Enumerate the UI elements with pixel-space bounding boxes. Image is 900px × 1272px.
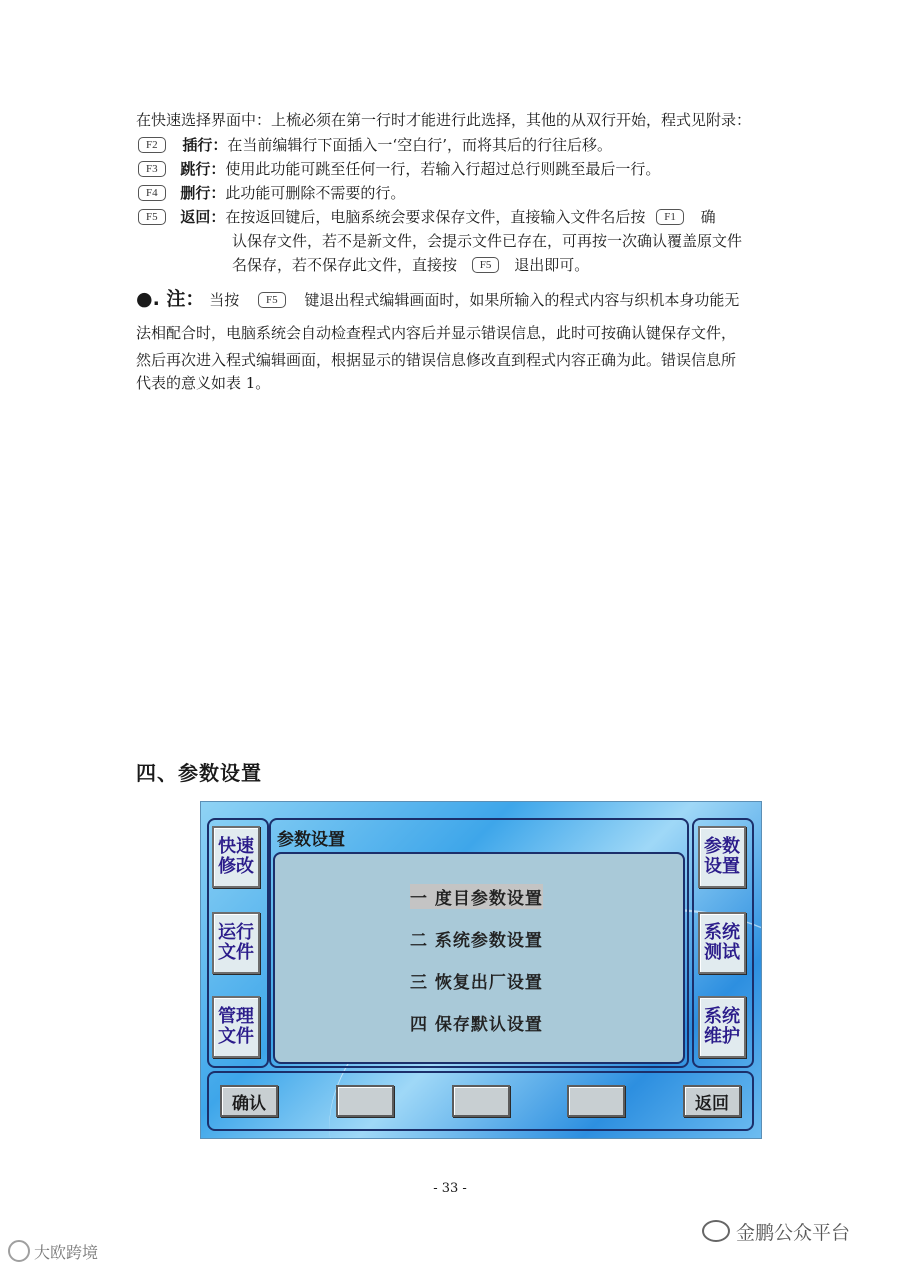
- f2-key: F2: [138, 137, 166, 153]
- term-return: 返回：: [180, 208, 226, 226]
- f1-key: F1: [656, 209, 684, 225]
- desc-insert: 在当前编辑行下面插入一‘空白行’，而将其后的行往后移。: [227, 136, 612, 154]
- f4-key: F4: [138, 185, 166, 201]
- quick-modify-button[interactable]: 快速 修改: [212, 826, 260, 888]
- intro-text: 在快速选择界面中：上梳必须在第一行时才能进行此选择，其他的从双行开始，程式见附录：: [136, 111, 752, 129]
- section-heading: 四、参数设置: [136, 761, 262, 785]
- system-test-button[interactable]: 系统 测试: [698, 912, 746, 974]
- watermark-right: [702, 1218, 850, 1245]
- note-f5-key: F5: [258, 292, 286, 308]
- menu-item-3[interactable]: 三 恢复出厂设置: [410, 973, 543, 993]
- system-maintenance-button[interactable]: 系统 维护: [698, 996, 746, 1058]
- f3-key: F3: [138, 161, 166, 177]
- desc-return-2: 认保存文件，若不是新文件，会提示文件已存在，可再按一次确认覆盖原文件: [232, 232, 743, 250]
- desc-return-3: [232, 255, 589, 275]
- watermark-right-text: 金鹏公众平台: [736, 1222, 851, 1244]
- f5-key: F5: [138, 209, 166, 225]
- blank-button-2[interactable]: [452, 1085, 510, 1117]
- parameter-settings-button[interactable]: 参数 设置: [698, 826, 746, 888]
- note-label: ●. 注：: [136, 288, 205, 310]
- note-line-4: 代表的意义如表 1。: [136, 374, 271, 392]
- run-file-button[interactable]: 运行 文件: [212, 912, 260, 974]
- note-pre: 当按: [209, 291, 240, 309]
- function-row-return: [138, 207, 716, 227]
- menu-item-4[interactable]: 四 保存默认设置: [410, 1015, 543, 1035]
- note-line-2: 法相配合时，电脑系统会自动检查程式内容后并显示错误信息，此时可按确认键保存文件，: [136, 324, 737, 342]
- desc-return-1-end: 确: [700, 208, 716, 226]
- desc-return-3a: 名保存，若不保存此文件，直接按: [232, 256, 458, 274]
- menu-item-1[interactable]: 一 度目参数设置: [410, 884, 543, 909]
- function-row-jump: [138, 159, 660, 179]
- term-jump: 跳行：: [180, 160, 226, 178]
- watermark-logo-icon: [8, 1240, 30, 1262]
- screen-title: 参数设置: [277, 830, 345, 850]
- note-line-1: [136, 289, 739, 310]
- watermark-left-text: 大欧跨境: [34, 1243, 99, 1262]
- term-delete: 删行：: [180, 184, 226, 202]
- desc-delete: 此功能可删除不需要的行。: [225, 184, 406, 202]
- page-number: - 33 -: [433, 1181, 467, 1196]
- function-row-delete: [138, 183, 405, 203]
- blank-button-1[interactable]: [336, 1085, 394, 1117]
- blank-button-3[interactable]: [567, 1085, 625, 1117]
- function-row-insert: [138, 135, 612, 155]
- menu-item-2[interactable]: 二 系统参数设置: [410, 931, 543, 951]
- note-line-3: 然后再次进入程式编辑画面，根据显示的错误信息修改直到程式内容正确为此。错误信息所: [136, 351, 737, 369]
- f5-key-2: F5: [472, 257, 500, 273]
- watermark-left: [8, 1240, 98, 1263]
- back-button[interactable]: 返回: [683, 1085, 741, 1117]
- manage-file-button[interactable]: 管理 文件: [212, 996, 260, 1058]
- desc-jump: 使用此功能可跳至任何一行，若输入行超过总行则跳至最后一行。: [225, 160, 661, 178]
- note-post: 键退出程式编辑画面时，如果所输入的程式内容与织机本身功能无: [304, 291, 740, 309]
- desc-return-3b: 退出即可。: [514, 256, 590, 274]
- desc-return-1: 在按返回键后，电脑系统会要求保存文件，直接输入文件名后按: [225, 208, 646, 226]
- wechat-icon: [702, 1220, 730, 1242]
- term-insert: 插行：: [182, 136, 228, 154]
- confirm-button[interactable]: 确认: [220, 1085, 278, 1117]
